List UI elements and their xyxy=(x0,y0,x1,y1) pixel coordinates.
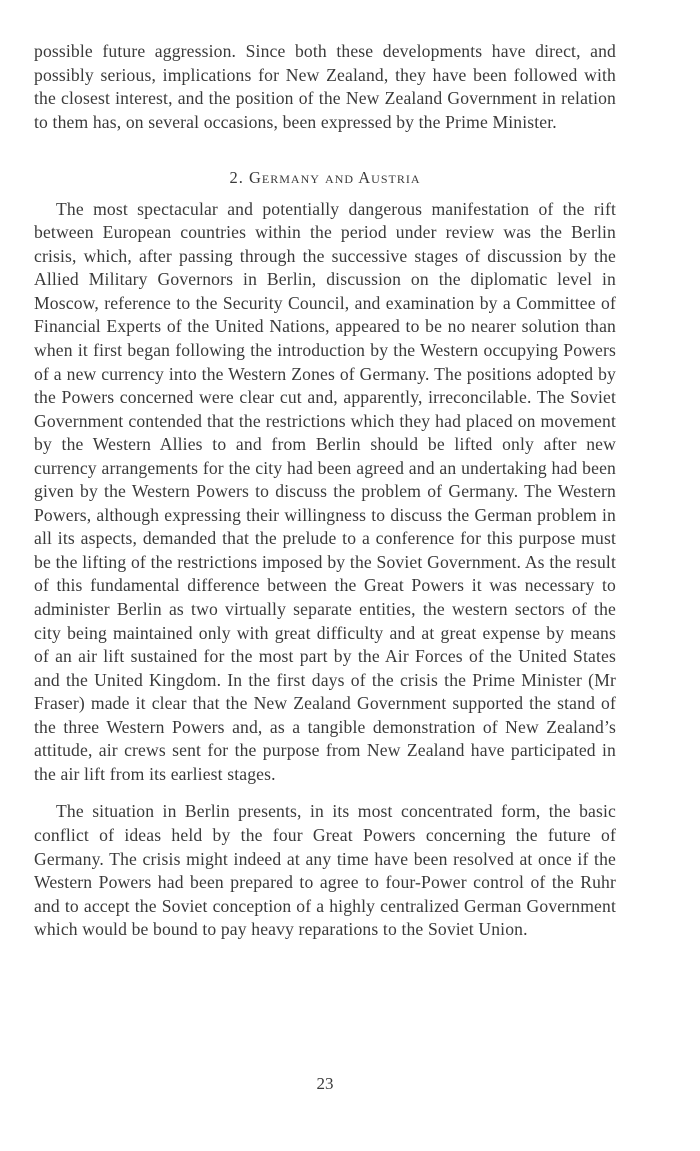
section-heading: 2. Germany and Austria xyxy=(229,168,421,188)
document-page xyxy=(34,40,616,942)
body-paragraph-situation-berlin: The situation in Berlin presents, in its most concentrated form, the basic conflict of ideas held by the four Great Powers concerning the future of Germany. The crisis might indeed at any time have been resolved at once if the Western Powers had been prepared to agree to four-Power control of the Ruhr and to accept the Soviet conception of a highly centralized German Government which would be bound to pay heavy reparations to the Soviet Union. xyxy=(34,801,616,940)
body-paragraph-berlin-crisis: The most spectacular and potentially dangerous manifestation of the rift between European countries within the period under review was the Berlin crisis, which, after passing through the successive stages of discussion by the Allied Military Governors in Berlin, discussion on the diplomatic level in Moscow, reference to the Security Council, and examination by a Committee of Financial Experts of the United Nations, appeared to be no nearer solution than when it first began following the introduction by the Western occupying Powers of a new currency into the Western Zones of Germany. The positions adopted by the Powers concerned were clear cut and, apparently, irreconcilable. The Soviet Government contended that the restrictions which they had placed on movement by the Western Allies to and from Berlin should be lifted only after new currency arrangements for the city had been agreed and an undertaking had been given by the Western Powers to discuss the problem of Germany. The Western Powers, although expressing their willingness to discuss the German problem in all its aspects, demanded that the prelude to a conference for this purpose must be the lifting of the restrictions imposed by the Soviet Government. As the result of this fundamental difference between the Great Powers it was necessary to administer Berlin as two virtually separate entities, the western sectors of the city being maintained only with great difficulty and at great expense by means of an air lift sustained for the most part by the Air Forces of the United States and the United Kingdom. In the first days of the crisis the Prime Minister (Mr Fraser) made it clear that the New Zealand Government supported the stand of the three Western Powers and, as a tangible demonstration of New Zealand’s attitude, air crews sent for the purpose from New Zealand have participated in the air lift from its earliest stages. xyxy=(34,198,616,784)
paragraph-gap xyxy=(34,786,616,800)
page-number: 23 xyxy=(316,1074,334,1093)
opening-paragraph: possible future aggression. Since both these developments have direct, and possibly serious, implications for New Zealand, they have been followed with the closest interest, and the position of the New Zealand Government in relation to them has, on several occasions, been expressed by the Prime Minister. xyxy=(34,41,616,132)
